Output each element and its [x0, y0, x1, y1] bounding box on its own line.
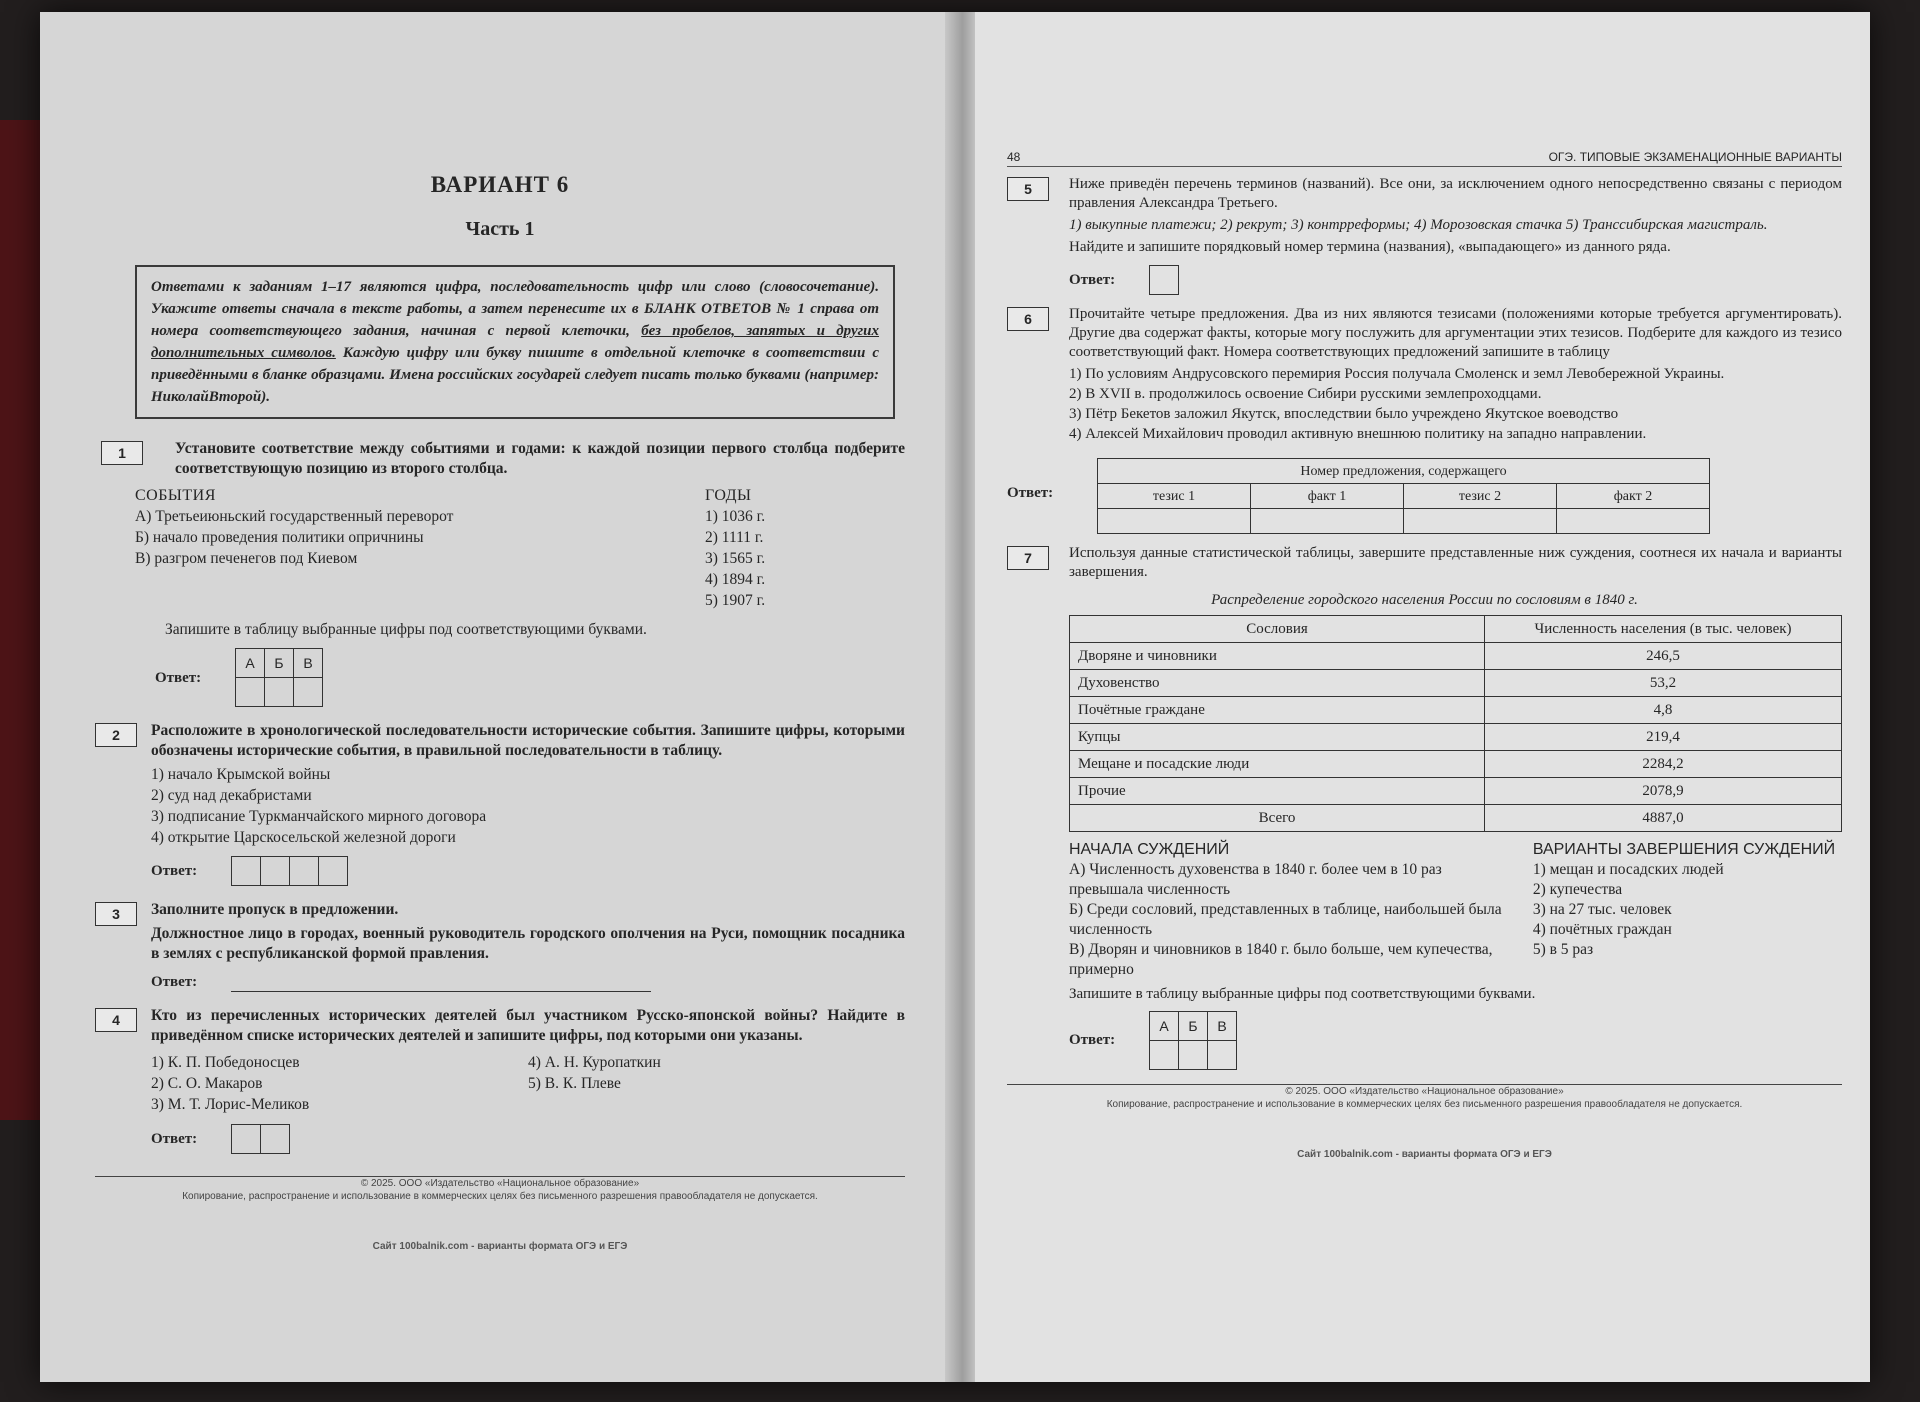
table-row [1070, 724, 1842, 751]
judgements-block [1069, 840, 1842, 980]
answer-cell[interactable] [232, 1125, 261, 1154]
answer-label: Ответ: [151, 974, 198, 990]
answer-row [155, 648, 905, 707]
table-row [1070, 670, 1842, 697]
task-4 [95, 1006, 905, 1154]
task-number: 6 [1007, 307, 1049, 331]
statistics-table [1069, 615, 1842, 832]
list-item: 2) 1111 г. [705, 529, 764, 546]
list-item: 5) В. К. Плеве [528, 1075, 621, 1092]
right-page [975, 12, 1870, 1382]
answer-cell[interactable] [319, 857, 348, 886]
matching-columns [135, 485, 905, 612]
task-1 [95, 439, 905, 707]
grid-letter: Б [265, 649, 294, 678]
running-head-title: ОГЭ. ТИПОВЫЕ ЭКЗАМЕНАЦИОННЫЕ ВАРИАНТЫ [1548, 150, 1842, 164]
column-header: факт 1 [1251, 484, 1404, 509]
site-watermark: Сайт 100balnik.com - варианты формата ОГЭ и ЕГЭ [1297, 1149, 1552, 1160]
column-header: тезис 2 [1404, 484, 1557, 509]
footer-notice: Копирование, распространение и использование в коммерческих целях без письменного разрешения правообладателя не допускается. [182, 1191, 818, 1202]
events-list [151, 765, 905, 848]
table-instruction: Запишите в таблицу выбранные цифры под соответствующими буквами. [165, 621, 647, 638]
list-item: 3) Пётр Бекетов заложил Якутск, впоследствии было учреждено Якутское воеводство [1069, 406, 1619, 422]
figures-list [151, 1052, 905, 1116]
answer-cell[interactable] [1098, 509, 1251, 534]
answer-cell[interactable] [1150, 1041, 1179, 1070]
answer-label: Ответ: [155, 669, 202, 686]
answer-label: Ответ: [1069, 271, 1116, 288]
answer-cell[interactable] [236, 678, 265, 707]
answer-cell[interactable] [1404, 509, 1557, 534]
task-question: Прочитайте четыре предложения. Два из них являются тезисами (положениями которые требуется аргументировать). Другие два содержат факты, которые могу послужить для аргументации этих тезисов. Подберите для каждого из тезисо соответствующий факт. Номера соответствующих предложений запишите в таблицу [1069, 306, 1842, 360]
answer-label: Ответ: [1007, 484, 1054, 501]
answer-cell[interactable] [232, 857, 261, 886]
table-caption: Распределение городского населения России по сословиям в 1840 г. [1211, 592, 1638, 608]
answer-cell[interactable] [1150, 266, 1179, 295]
table-instruction: Запишите в таблицу выбранные цифры под соответствующими буквами. [1069, 986, 1536, 1002]
instruction-box [135, 265, 895, 419]
footer-copyright: © 2025. ООО «Издательство «Национальное образование» [360, 1178, 640, 1189]
table-cell: Дворяне и чиновники [1070, 643, 1485, 670]
task-question: Кто из перечисленных исторических деятелей был участником Русско-японской войны? Найдите в приведённом списке исторических деятелей и запишите цифры, под которыми они указаны. [151, 1007, 905, 1044]
list-item: 1) мещан и посадских людей [1532, 861, 1724, 878]
answer-grid [1149, 1011, 1237, 1070]
table-cell: 219,4 [1485, 724, 1842, 751]
list-item: 4) 1894 г. [705, 571, 766, 588]
table-cell: 246,5 [1485, 643, 1842, 670]
task-number: 2 [95, 723, 137, 747]
thesis-fact-table [1097, 458, 1710, 534]
events-header: СОБЫТИЯ [135, 487, 216, 504]
years-header: ГОДЫ [705, 487, 752, 504]
list-item: 4) Алексей Михайлович проводил активную внешнюю политику на западно направлении. [1069, 426, 1647, 442]
answer-row [151, 856, 905, 886]
answer-grid [231, 856, 348, 886]
table-row [1070, 778, 1842, 805]
grid-letter: А [236, 649, 265, 678]
task-question: Заполните пропуск в предложении. [151, 901, 399, 918]
figures-col-right [528, 1052, 905, 1116]
list-item: 2) С. О. Макаров [151, 1075, 263, 1092]
table-cell: Купцы [1070, 724, 1485, 751]
years-column [705, 485, 905, 612]
task-number: 1 [101, 441, 143, 465]
table-cell: Духовенство [1070, 670, 1485, 697]
list-item: 4) А. Н. Куропаткин [528, 1054, 661, 1071]
list-item: 1) 1036 г. [705, 508, 766, 525]
events-column [135, 485, 453, 612]
task-question: Используя данные статистической таблицы, завершите представленные ниж суждения, соотнеся их начала и варианты завершения. [1069, 545, 1842, 580]
task-number: 3 [95, 902, 137, 926]
table-cell: 2284,2 [1485, 751, 1842, 778]
answer-row [1069, 1011, 1842, 1070]
list-item: 3) М. Т. Лорис-Меликов [151, 1096, 310, 1113]
column-header: факт 2 [1557, 484, 1710, 509]
list-item: 5) в 5 раз [1532, 941, 1594, 958]
grid-letter: Б [1179, 1012, 1208, 1041]
table-total-row [1070, 805, 1842, 832]
task-6 [1007, 305, 1842, 534]
list-item: 2) В XVII в. продолжилось освоение Сибири русскими землепроходцами. [1069, 386, 1542, 402]
list-item: 4) открытие Царскосельской железной дороги [151, 829, 456, 846]
answer-row [1069, 265, 1842, 295]
sentences-list [1069, 365, 1842, 444]
page-number: 48 [1007, 150, 1021, 164]
answer-cell[interactable] [1179, 1041, 1208, 1070]
answer-grid [1149, 265, 1179, 295]
answer-blank-line[interactable] [231, 973, 651, 992]
list-item: 3) 1565 г. [705, 550, 766, 567]
answer-cell[interactable] [1251, 509, 1404, 534]
grid-letter: А [1150, 1012, 1179, 1041]
answer-row [151, 1124, 905, 1154]
task-5 [1007, 175, 1842, 295]
table-cell: Всего [1070, 805, 1485, 832]
starts-column [1069, 840, 1502, 980]
instruction-underlined: без пробелов, запятых и других дополнительных символов. [151, 323, 880, 361]
task-question: Расположите в хронологической последовательности исторические события. Запишите цифры, которыми обозначены исторические события, в правильной последовательности в таблицу. [151, 722, 905, 759]
table-row [1070, 751, 1842, 778]
instruction-text-1: Ответами к заданиям 1–17 являются цифра, последовательность цифр или слово (словосочетание). Укажите ответы сначала в тексте работы, а затем перенесите их в БЛАНК ОТВЕТОВ № 1 справа от номера соответствующего задания, начиная с первой клеточки, [151, 279, 879, 339]
answer-cell[interactable] [1557, 509, 1710, 534]
left-page [40, 12, 950, 1382]
list-item: 3) подписание Туркманчайского мирного договора [151, 808, 487, 825]
answer-row [1007, 452, 1842, 534]
list-item: 4) почётных граждан [1532, 921, 1672, 938]
answer-cell[interactable] [261, 857, 290, 886]
list-item: Б) начало проведения политики опричнины [135, 529, 424, 546]
answer-cell[interactable] [290, 857, 319, 886]
task-question: Установите соответствие между событиями и годами: к каждой позиции первого столбца подберите соответствующую позицию из второго столбца. [175, 440, 905, 477]
table-cell: 53,2 [1485, 670, 1842, 697]
instruction-text-2: Каждую цифру или букву пишите в отдельной клеточке в соответствии с приведёнными в бланке образцами. Имена российских государей следует писать только буквами (например: НиколайВторой). [151, 345, 880, 405]
terms-list: 1) выкупные платежи; 2) рекрут; 3) контрреформы; 4) Морозовская стачка 5) Транссибирская магистраль. [1069, 217, 1768, 233]
grid-letter: В [1208, 1012, 1237, 1041]
answer-grid [231, 1124, 290, 1154]
column-header: Сословия [1070, 616, 1485, 643]
grid-letter: В [294, 649, 323, 678]
table-cell: Прочие [1070, 778, 1485, 805]
list-item: 1) начало Крымской войны [151, 766, 331, 783]
answer-label: Ответ: [151, 863, 198, 879]
answer-cell[interactable] [1208, 1041, 1237, 1070]
task-number: 7 [1007, 546, 1049, 570]
running-header [1007, 150, 1842, 167]
table-header: Номер предложения, содержащего [1098, 459, 1710, 484]
column-header: Численность населения (в тыс. человек) [1485, 616, 1842, 643]
list-item: 5) 1907 г. [705, 592, 766, 609]
task-3 [95, 900, 905, 992]
task-number: 5 [1007, 177, 1049, 201]
answer-cell[interactable] [294, 678, 323, 707]
table-row [1070, 643, 1842, 670]
task-question: Ниже приведён перечень терминов (названий). Все они, за исключением одного непосредственно связаны с периодом правления Александра Третьего. [1069, 176, 1842, 211]
list-item: А) Третьеиюньский государственный переворот [135, 508, 454, 525]
answer-cell[interactable] [261, 1125, 290, 1154]
site-watermark: Сайт 100balnik.com - варианты формата ОГЭ и ЕГЭ [372, 1241, 628, 1252]
answer-row [151, 972, 905, 992]
endings-header: ВАРИАНТЫ ЗАВЕРШЕНИЯ СУЖДЕНИЙ [1532, 841, 1836, 858]
task-instruction: Найдите и запишите порядковый номер термина (названия), «выпадающего» из данного ряда. [1069, 239, 1671, 255]
list-item: 2) суд над декабристами [151, 787, 312, 804]
starts-header: НАЧАЛА СУЖДЕНИЙ [1069, 841, 1230, 858]
figures-col-left [151, 1052, 528, 1116]
footer-copyright: © 2025. ООО «Издательство «Национальное образование» [1285, 1086, 1564, 1097]
endings-column [1533, 840, 1842, 980]
booklet-spread [40, 12, 1870, 1382]
column-header: тезис 1 [1098, 484, 1251, 509]
list-item: Б) Среди сословий, представленных в таблице, наибольшей была численность [1069, 901, 1502, 938]
table-cell: 4,8 [1485, 697, 1842, 724]
table-cell: 4887,0 [1485, 805, 1842, 832]
variant-title: ВАРИАНТ 6 [430, 172, 570, 197]
table-cell: Почётные граждане [1070, 697, 1485, 724]
answer-cell[interactable] [265, 678, 294, 707]
list-item: 1) К. П. Победоносцев [151, 1054, 300, 1071]
task-7 [1007, 544, 1842, 582]
list-item: А) Численность духовенства в 1840 г. более чем в 10 раз превышала численность [1069, 861, 1442, 898]
list-item: 3) на 27 тыс. человек [1532, 901, 1672, 918]
list-item: 2) купечества [1532, 881, 1623, 898]
table-row [1070, 697, 1842, 724]
task-2 [95, 721, 905, 886]
task-number: 4 [95, 1008, 137, 1032]
answer-label: Ответ: [1069, 1032, 1116, 1048]
answer-label: Ответ: [151, 1131, 198, 1147]
footer-notice: Копирование, распространение и использование в коммерческих целях без письменного разрешения правообладателя не допускается. [1106, 1099, 1743, 1110]
list-item: В) Дворян и чиновников в 1840 г. было больше, чем купечества, примерно [1069, 941, 1493, 978]
table-cell: 2078,9 [1485, 778, 1842, 805]
list-item: 1) По условиям Андрусовского перемирия Россия получала Смоленск и земл Левобережной Украины. [1069, 366, 1725, 382]
table-cell: Мещане и посадские люди [1070, 751, 1485, 778]
part-title: Часть 1 [465, 218, 535, 240]
list-item: В) разгром печенегов под Киевом [135, 550, 358, 567]
answer-grid [235, 648, 323, 707]
task-text: Должностное лицо в городах, военный руководитель городского ополчения на Руси, помощник посадника в землях с республиканской формой правления. [151, 925, 905, 962]
